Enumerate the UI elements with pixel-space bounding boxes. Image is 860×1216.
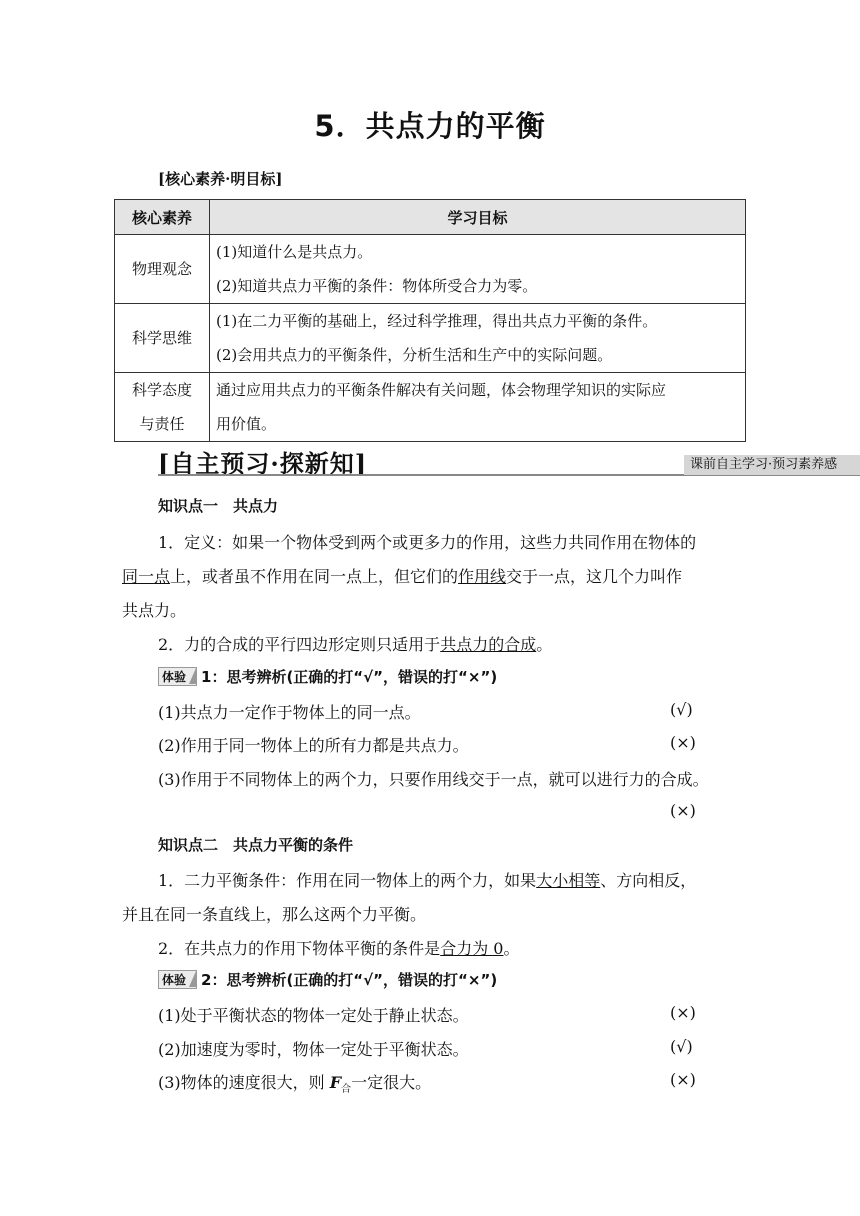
goal-item: 用价值。 (216, 415, 277, 433)
goal-item: (1)在二力平衡的基础上，经过科学推理，得出共点力平衡的条件。 (216, 312, 658, 330)
blank-answer: 大小相等 (536, 871, 601, 890)
row-goals (210, 304, 746, 373)
row-category: 物理观念 (115, 235, 210, 304)
force-symbol: F (329, 1073, 342, 1092)
section-band-label: 课前自主学习·预习素养感 (684, 455, 860, 475)
blank-answer: 合力为 0 (440, 939, 504, 958)
goals-table (114, 199, 746, 442)
exercise-2-a3: (×) (670, 1070, 696, 1089)
kp2-cond1-line2: 并且在同一条直线上，那么这两个力平衡。 (122, 905, 427, 924)
exercise-2-q3: (3)物体的速度很大，则 $F_合$一定很大。 (158, 1073, 432, 1096)
force-subscript: 合 (341, 1084, 352, 1096)
blank-answer: 作用线 (458, 567, 507, 586)
blank-answer: 同一点 (122, 567, 171, 586)
exercise-1-q1: (1)共点力一定作于物体上的同一点。 (158, 703, 421, 722)
exercise-1-q3: (3)作用于不同物体上的两个力，只要作用线交于一点，就可以进行力的合成。 (158, 770, 709, 789)
exercise-2-a1: (×) (670, 1003, 696, 1022)
table-row (115, 235, 746, 304)
page-title: 5．共点力的平衡 (314, 109, 546, 143)
experience-badge: 体验 (158, 970, 197, 989)
section-tag: [核心素养·明目标] (158, 170, 283, 188)
goal-item: 通过应用共点力的平衡条件解决有关问题，体会物理学知识的实际应 (216, 381, 667, 399)
table-row (115, 304, 746, 373)
kp1-heading: 知识点一 共点力 (158, 497, 279, 515)
exercise-2-q2: (2)加速度为零时，物体一定处于平衡状态。 (158, 1040, 469, 1059)
kp1-rule: 2．力的合成的平行四边形定则只适用于共点力的合成。 (158, 635, 553, 654)
exercise-1-heading: 体验 1：思考辨析(正确的打“√”，错误的打“×”) (158, 666, 497, 687)
row-category: 科学思维 (115, 304, 210, 373)
kp1-def-line1: 1．定义：如果一个物体受到两个或更多力的作用，这些力共同作用在物体的 (158, 533, 697, 552)
exercise-1-a1: (√) (670, 700, 693, 719)
kp2-cond1-line1: 1．二力平衡条件：作用在同一物体上的两个力，如果大小相等、方向相反， (158, 871, 697, 890)
category-line: 科学态度 (131, 381, 192, 399)
table-header-row (115, 200, 746, 235)
experience-badge: 体验 (158, 667, 197, 686)
goal-item: (2)知道共点力平衡的条件：物体所受合力为零。 (216, 277, 538, 295)
category-line: 与责任 (139, 415, 185, 433)
exercise-2-q1: (1)处于平衡状态的物体一定处于静止状态。 (158, 1006, 469, 1025)
exercise-1-a2: (×) (670, 733, 696, 752)
row-category (115, 373, 210, 442)
exercise-1-a3: (×) (670, 801, 696, 820)
exercise-1-q2: (2)作用于同一物体上的所有力都是共点力。 (158, 736, 469, 755)
row-goals (210, 373, 746, 442)
kp2-cond2: 2．在共点力的作用下物体平衡的条件是合力为 0。 (158, 939, 520, 958)
blank-answer: 共点力的合成 (440, 635, 537, 654)
exercise-2-a2: (√) (670, 1037, 693, 1056)
kp1-def-line3: 共点力。 (122, 601, 187, 620)
kp1-def-line2: 同一点上，或者虽不作用在同一点上，但它们的作用线交于一点，这几个力叫作 (122, 567, 683, 586)
goal-item: (1)知道什么是共点力。 (216, 243, 373, 261)
kp2-heading: 知识点二 共点力平衡的条件 (158, 836, 354, 854)
header-learning-goals: 学习目标 (210, 200, 746, 235)
section-band-title: [自主预习·探新知] (158, 449, 368, 478)
header-core-literacy: 核心素养 (115, 200, 210, 235)
row-goals (210, 235, 746, 304)
goal-item: (2)会用共点力的平衡条件，分析生活和生产中的实际问题。 (216, 346, 613, 364)
table-row (115, 373, 746, 442)
exercise-2-heading: 体验 2：思考辨析(正确的打“√”，错误的打“×”) (158, 969, 497, 990)
